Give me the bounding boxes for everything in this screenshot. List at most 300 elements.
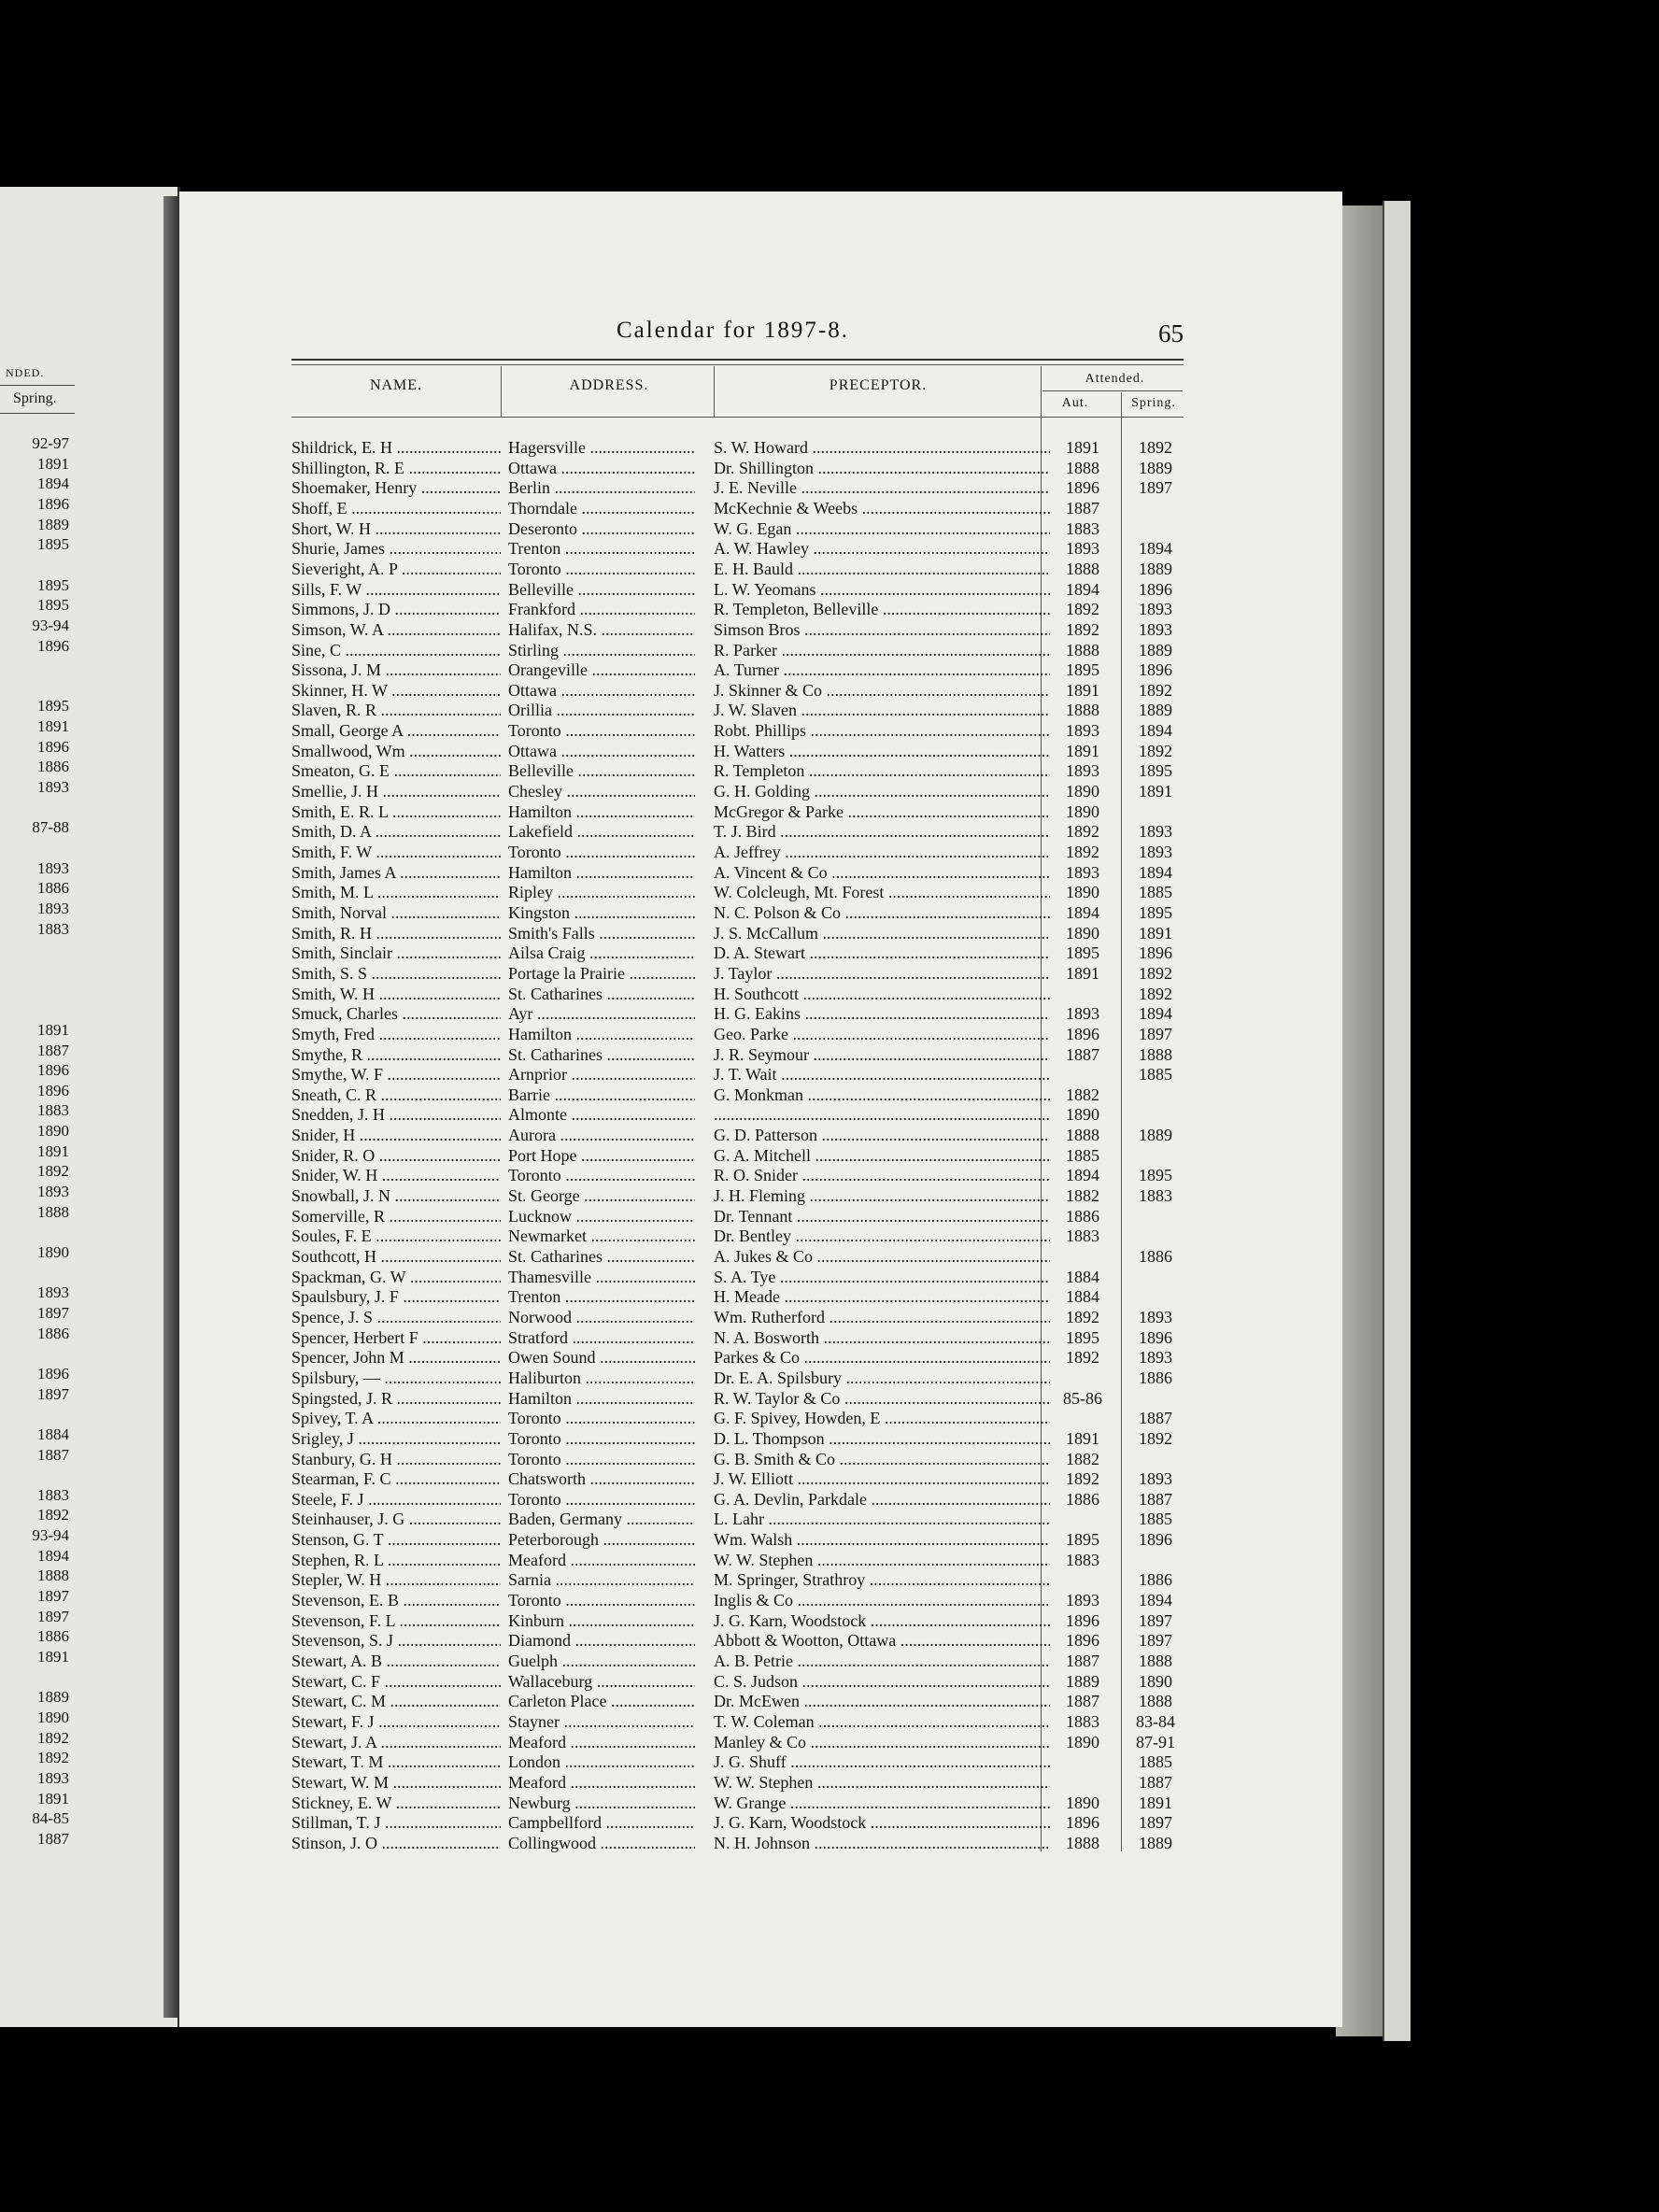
cell-address: Aurora .....	[508, 1126, 695, 1146]
cell-name: Shillington, R. E .....	[291, 459, 501, 479]
table-row	[291, 1692, 1202, 1712]
cell-address: Berlin .....	[508, 478, 695, 499]
table-row	[291, 1794, 1202, 1814]
cell-aut: 1890	[1066, 1793, 1099, 1812]
cell-address: Almonte .....	[508, 1105, 695, 1126]
cell-name: Stewart, C. F .....	[291, 1672, 501, 1693]
cell-name: Spackman, G. W .....	[291, 1268, 501, 1288]
cell-name: Smith, Sinclair .....	[291, 943, 501, 964]
cell-spring: 1895	[1139, 761, 1172, 781]
table-row	[291, 1429, 1202, 1450]
cell-address: Wallaceburg .....	[508, 1672, 695, 1693]
cell-spring: 1885	[1139, 1065, 1172, 1085]
table-row	[291, 782, 1202, 802]
cell-aut: 1895	[1066, 1327, 1099, 1347]
column-header-address: ADDRESS.	[569, 377, 649, 393]
cell-address: Arnprior .....	[508, 1065, 695, 1085]
table-row	[291, 1348, 1202, 1368]
cell-spring: 1887	[1139, 1772, 1172, 1792]
cell-preceptor: G. Monkman .....	[714, 1085, 1050, 1106]
cell-spring: 1892	[1139, 741, 1172, 760]
left-page-value: 1896	[37, 1081, 69, 1099]
table-row	[291, 620, 1202, 641]
cell-spring: 1889	[1139, 559, 1172, 578]
cell-address: St. George .....	[508, 1186, 695, 1207]
cell-name: Soules, F. E .....	[291, 1227, 501, 1247]
cell-preceptor: A. Turner .....	[714, 660, 1050, 681]
table-row	[291, 580, 1202, 601]
cell-preceptor: Parkes & Co .....	[714, 1348, 1050, 1368]
cell-aut: 1895	[1066, 660, 1099, 680]
cell-aut: 1896	[1066, 1610, 1099, 1630]
cell-spring: 87-91	[1136, 1732, 1175, 1751]
cell-address: Toronto .....	[508, 1591, 695, 1611]
cell-spring: 1897	[1139, 1610, 1172, 1630]
cell-address: Belleville .....	[508, 761, 695, 782]
cell-name: Spivey, T. A .....	[291, 1409, 501, 1429]
table-row	[291, 1652, 1202, 1672]
left-page-value: 1897	[37, 1607, 69, 1625]
page-number: 65	[1158, 319, 1184, 347]
table-row	[291, 1105, 1202, 1126]
cell-spring: 1888	[1139, 1652, 1172, 1670]
table-row	[291, 499, 1202, 519]
table-row	[291, 1712, 1202, 1733]
cell-name: Skinner, H. W .....	[291, 681, 501, 702]
cell-aut: 1893	[1066, 1004, 1099, 1024]
cell-address: Guelph .....	[508, 1652, 695, 1672]
cell-preceptor: L. Lahr .....	[714, 1510, 1050, 1530]
cell-aut: 1894	[1066, 1166, 1099, 1185]
cell-aut: 1890	[1066, 801, 1099, 821]
cell-spring: 1894	[1139, 862, 1172, 882]
cell-preceptor: L. W. Yeomans .....	[714, 580, 1050, 601]
cell-preceptor: J. G. Shuff .....	[714, 1752, 1050, 1773]
cell-address: Diamond .....	[508, 1631, 695, 1652]
cell-name: Spencer, John M .....	[291, 1348, 501, 1368]
page-edge-strip	[1382, 201, 1411, 2041]
cell-address: Ayr .....	[508, 1004, 695, 1025]
cell-spring: 1895	[1139, 902, 1172, 922]
cell-name: Sine, C .....	[291, 641, 501, 661]
table-row	[291, 1672, 1202, 1693]
cell-preceptor: H. Watters .....	[714, 742, 1050, 762]
cell-address: Ottawa .....	[508, 742, 695, 762]
left-page-value: 1897	[37, 1384, 69, 1403]
left-page-value: 1892	[37, 1162, 69, 1181]
cell-preceptor: G. B. Smith & Co .....	[714, 1450, 1050, 1470]
cell-preceptor: W. W. Stephen .....	[714, 1551, 1050, 1571]
left-page-value: 1883	[37, 1101, 69, 1120]
table-row	[291, 1834, 1202, 1854]
cell-preceptor: N. A. Bosworth .....	[714, 1328, 1050, 1349]
cell-address: Owen Sound .....	[508, 1348, 695, 1368]
cell-preceptor: J. W. Elliott .....	[714, 1469, 1050, 1490]
table-row	[291, 1631, 1202, 1652]
left-page-value: 93-94	[32, 616, 69, 634]
cell-preceptor: W. Colcleugh, Mt. Forest .....	[714, 883, 1050, 903]
cell-address: Smith's Falls .....	[508, 924, 695, 944]
cell-aut: 1893	[1066, 1591, 1099, 1610]
left-page-value: 1889	[37, 1688, 69, 1707]
cell-aut: 1882	[1066, 1449, 1099, 1468]
cell-aut: 1888	[1066, 559, 1099, 578]
table-row	[291, 1733, 1202, 1753]
left-page-value: 1897	[37, 1303, 69, 1322]
cell-spring: 1897	[1139, 1024, 1172, 1043]
left-page-value: 1894	[37, 475, 69, 493]
cell-preceptor: Dr. E. A. Spilsbury .....	[714, 1368, 1050, 1389]
cell-name: Smith, F. W .....	[291, 843, 501, 863]
cell-address: Meaford .....	[508, 1733, 695, 1753]
left-page-value: 1888	[37, 1567, 69, 1585]
cell-preceptor: J. R. Seymour .....	[714, 1045, 1050, 1066]
cell-aut: 1884	[1066, 1267, 1099, 1286]
left-rule	[0, 413, 75, 414]
cell-name: Snowball, J. N .....	[291, 1186, 501, 1207]
cell-address: St. Catharines .....	[508, 1045, 695, 1066]
table-row	[291, 1287, 1202, 1308]
cell-preceptor: J. T. Wait .....	[714, 1065, 1050, 1085]
table-row	[291, 822, 1202, 843]
cell-spring: 1897	[1139, 478, 1172, 498]
left-page-value: 1893	[37, 1183, 69, 1201]
cell-preceptor: H. Southcott .....	[714, 985, 1050, 1005]
cell-aut: 1889	[1066, 1671, 1099, 1691]
cell-address: Hamilton .....	[508, 1389, 695, 1410]
left-page-value: 1891	[37, 1648, 69, 1666]
table-row	[291, 681, 1202, 702]
cell-aut: 1892	[1066, 843, 1099, 861]
cell-aut: 1891	[1066, 680, 1099, 700]
cell-preceptor: Dr. McEwen .....	[714, 1692, 1050, 1712]
cell-spring: 1893	[1139, 619, 1172, 639]
cell-address: Hamilton .....	[508, 863, 695, 884]
table-row	[291, 1551, 1202, 1571]
cell-spring: 1893	[1139, 1348, 1172, 1368]
cell-address: Halifax, N.S. .....	[508, 620, 695, 641]
cell-aut: 1893	[1066, 721, 1099, 741]
left-page-value: 1893	[37, 899, 69, 917]
cell-preceptor: Geo. Parke .....	[714, 1025, 1050, 1045]
cell-spring: 1894	[1139, 1004, 1172, 1024]
left-page-value: 1895	[37, 575, 69, 594]
cell-aut: 1890	[1066, 782, 1099, 801]
left-page-value: 1893	[37, 778, 69, 797]
cell-spring: 1889	[1139, 701, 1172, 720]
cell-address: Hamilton .....	[508, 1025, 695, 1045]
left-page-value: 1896	[37, 737, 69, 756]
left-page-value: 1891	[37, 454, 69, 473]
column-header-autumn: Aut.	[1061, 396, 1089, 410]
cell-aut: 1888	[1066, 701, 1099, 720]
left-page-value: 1892	[37, 1749, 69, 1767]
cell-preceptor: E. H. Bauld .....	[714, 560, 1050, 580]
cell-name: Slaven, R. R .....	[291, 701, 501, 721]
left-page-value: 1890	[37, 1122, 69, 1141]
table-row	[291, 1409, 1202, 1429]
cell-preceptor: M. Springer, Strathroy .....	[714, 1570, 1050, 1591]
cell-address: Toronto .....	[508, 1450, 695, 1470]
cell-aut: 1894	[1066, 579, 1099, 599]
left-page-value: 93-94	[32, 1526, 69, 1545]
table-row	[291, 701, 1202, 721]
cell-spring: 1894	[1139, 539, 1172, 559]
cell-address: Orillia .....	[508, 701, 695, 721]
cell-address: Stratford .....	[508, 1328, 695, 1349]
table-row	[291, 1085, 1202, 1106]
header-bottom-rule	[291, 417, 1184, 418]
cell-preceptor: Wm. Rutherford .....	[714, 1308, 1050, 1328]
left-page-value: 1883	[37, 919, 69, 938]
cell-preceptor: J. S. McCallum .....	[714, 924, 1050, 944]
table-row	[291, 1126, 1202, 1146]
cell-name: Smith, D. A .....	[291, 822, 501, 843]
cell-name: Small, George A .....	[291, 721, 501, 742]
cell-address: Stayner .....	[508, 1712, 695, 1733]
cell-address: Kingston .....	[508, 903, 695, 924]
table-row	[291, 1773, 1202, 1794]
column-header-name: NAME.	[369, 377, 423, 393]
left-page-value: 1894	[37, 1546, 69, 1565]
left-page-value: 1893	[37, 1768, 69, 1787]
cell-spring: 1896	[1139, 1530, 1172, 1550]
cell-aut: 1892	[1066, 619, 1099, 639]
table-row	[291, 1611, 1202, 1632]
cell-name: Simmons, J. D .....	[291, 600, 501, 620]
cell-address: St. Catharines .....	[508, 985, 695, 1005]
cell-spring: 1891	[1139, 1793, 1172, 1812]
cell-name: Srigley, J .....	[291, 1429, 501, 1450]
cell-address: Frankford .....	[508, 600, 695, 620]
cell-spring: 1894	[1139, 1591, 1172, 1610]
cell-aut: 1886	[1066, 1206, 1099, 1226]
cell-preceptor: T. J. Bird .....	[714, 822, 1050, 843]
cell-name: Smellie, J. H .....	[291, 782, 501, 802]
cell-address: Hamilton .....	[508, 802, 695, 823]
table-row	[291, 1530, 1202, 1551]
cell-aut: 1892	[1066, 1348, 1099, 1368]
cell-preceptor: D. L. Thompson .....	[714, 1429, 1050, 1450]
cell-aut: 1883	[1066, 1711, 1099, 1731]
cell-spring: 1887	[1139, 1489, 1172, 1509]
cell-preceptor: N. C. Polson & Co .....	[714, 903, 1050, 924]
cell-spring: 1890	[1139, 1671, 1172, 1691]
cell-spring: 1897	[1139, 1631, 1172, 1651]
left-page-value: 1895	[37, 535, 69, 554]
cell-name: Smythe, R .....	[291, 1045, 501, 1066]
cell-name: Short, W. H .....	[291, 519, 501, 540]
cell-address: Toronto .....	[508, 1166, 695, 1186]
cell-spring: 1888	[1139, 1044, 1172, 1064]
cell-aut: 1891	[1066, 438, 1099, 457]
cell-address: Newburg .....	[508, 1794, 695, 1814]
cell-name: Stenson, G. T .....	[291, 1530, 501, 1551]
cell-address: Belleville .....	[508, 580, 695, 601]
cell-name: Snider, R. O .....	[291, 1146, 501, 1167]
cell-name: Stewart, C. M .....	[291, 1692, 501, 1712]
cell-spring: 1888	[1139, 1692, 1172, 1711]
cell-spring: 1886	[1139, 1368, 1172, 1387]
table-row	[291, 1065, 1202, 1085]
cell-preceptor: W. Grange .....	[714, 1794, 1050, 1814]
cell-aut: 1893	[1066, 539, 1099, 559]
cell-spring: 1892	[1139, 984, 1172, 1003]
cell-address: Trenton .....	[508, 539, 695, 560]
cell-aut: 1894	[1066, 902, 1099, 922]
cell-aut: 1882	[1066, 1085, 1099, 1104]
cell-preceptor: R. Parker .....	[714, 641, 1050, 661]
cell-aut: 1890	[1066, 923, 1099, 943]
cell-address: Toronto .....	[508, 843, 695, 863]
cell-name: Stanbury, G. H .....	[291, 1450, 501, 1470]
cell-preceptor: J. W. Slaven .....	[714, 701, 1050, 721]
table-row	[291, 560, 1202, 580]
cell-preceptor: A. Jeffrey .....	[714, 843, 1050, 863]
cell-name: Stevenson, F. L .....	[291, 1611, 501, 1632]
cell-address: Newmarket .....	[508, 1227, 695, 1247]
cell-aut: 85-86	[1063, 1388, 1102, 1408]
cell-name: Shildrick, E. H .....	[291, 438, 501, 459]
table-row	[291, 924, 1202, 944]
cell-preceptor: Abbott & Wootton, Ottawa .....	[714, 1631, 1050, 1652]
cell-address: St. Catharines .....	[508, 1247, 695, 1268]
cell-name: Simson, W. A .....	[291, 620, 501, 641]
cell-preceptor: G. A. Devlin, Parkdale .....	[714, 1490, 1050, 1510]
cell-preceptor: J. G. Karn, Woodstock .....	[714, 1611, 1050, 1632]
cell-address: Ripley .....	[508, 883, 695, 903]
table-row	[291, 1389, 1202, 1410]
cell-name: Smith, Norval .....	[291, 903, 501, 924]
cell-name: Stewart, J. A .....	[291, 1733, 501, 1753]
cell-aut: 1891	[1066, 963, 1099, 983]
cell-address: Hagersville .....	[508, 438, 695, 459]
cell-spring: 1889	[1139, 640, 1172, 659]
cell-preceptor: McGregor & Parke .....	[714, 802, 1050, 823]
left-page-value: 1888	[37, 1202, 69, 1221]
cell-preceptor: W. G. Egan .....	[714, 519, 1050, 540]
cell-name: Steele, F. J .....	[291, 1490, 501, 1510]
cell-name: Stewart, A. B .....	[291, 1652, 501, 1672]
cell-address: Ottawa .....	[508, 459, 695, 479]
cell-address: Collingwood .....	[508, 1834, 695, 1854]
cell-aut: 1891	[1066, 1428, 1099, 1448]
cell-address: Thorndale .....	[508, 499, 695, 519]
cell-spring: 1889	[1139, 1126, 1172, 1145]
cell-name: Snedden, J. H .....	[291, 1105, 501, 1126]
left-page-value: 1891	[37, 717, 69, 736]
left-page-value: 92-97	[32, 434, 69, 452]
cell-name: Smith, M. L .....	[291, 883, 501, 903]
left-page-value: 1897	[37, 1587, 69, 1606]
cell-aut: 1891	[1066, 741, 1099, 760]
cell-address: London .....	[508, 1752, 695, 1773]
cell-preceptor: A. W. Hawley .....	[714, 539, 1050, 560]
cell-spring: 1893	[1139, 822, 1172, 842]
cell-aut: 1882	[1066, 1186, 1099, 1206]
cell-preceptor: R. O. Snider .....	[714, 1166, 1050, 1186]
cell-name: Smuck, Charles .....	[291, 1004, 501, 1025]
cell-spring: 1892	[1139, 438, 1172, 457]
cell-preceptor: W. W. Stephen .....	[714, 1773, 1050, 1794]
cell-aut: 1887	[1066, 498, 1099, 518]
cell-address: Orangeville .....	[508, 660, 695, 681]
cell-preceptor: T. W. Coleman .....	[714, 1712, 1050, 1733]
table-row	[291, 660, 1202, 681]
cell-name: Sissona, J. M .....	[291, 660, 501, 681]
table-row	[291, 1004, 1202, 1025]
cell-aut: 1883	[1066, 1227, 1099, 1246]
cell-name: Sills, F. W .....	[291, 580, 501, 601]
left-page-value: 1891	[37, 1141, 69, 1160]
table-row	[291, 721, 1202, 742]
table-row	[291, 600, 1202, 620]
cell-aut: 1887	[1066, 1692, 1099, 1711]
cell-preceptor: S. W. Howard .....	[714, 438, 1050, 459]
cell-aut: 1888	[1066, 640, 1099, 659]
left-page-value: 1886	[37, 1627, 69, 1646]
left-page-subheader: Spring.	[13, 390, 57, 406]
header-rule	[291, 364, 1184, 365]
cell-name: Shoemaker, Henry .....	[291, 478, 501, 499]
left-page-value: 1896	[37, 494, 69, 513]
table-row	[291, 1025, 1202, 1045]
cell-name: Stearman, F. C .....	[291, 1469, 501, 1490]
table-row	[291, 1510, 1202, 1530]
table-row	[291, 1469, 1202, 1490]
cell-name: Sieveright, A. P .....	[291, 560, 501, 580]
table-row	[291, 1268, 1202, 1288]
cell-address: Meaford .....	[508, 1551, 695, 1571]
cell-preceptor: C. S. Judson .....	[714, 1672, 1050, 1693]
table-row	[291, 1368, 1202, 1389]
cell-preceptor: Dr. Bentley .....	[714, 1227, 1050, 1247]
cell-name: Stewart, W. M .....	[291, 1773, 501, 1794]
cell-aut: 1896	[1066, 478, 1099, 498]
table-row	[291, 1813, 1202, 1834]
table-row	[291, 903, 1202, 924]
cell-spring: 1893	[1139, 1307, 1172, 1326]
cell-aut: 1896	[1066, 1631, 1099, 1651]
cell-aut: 1883	[1066, 1550, 1099, 1569]
cell-address: Chatsworth .....	[508, 1469, 695, 1490]
cell-preceptor: D. A. Stewart .....	[714, 943, 1050, 964]
table-row	[291, 802, 1202, 823]
table-row	[291, 1186, 1202, 1207]
cell-aut: 1893	[1066, 862, 1099, 882]
left-page-value: 84-85	[32, 1809, 69, 1828]
cell-preceptor: Dr. Tennant .....	[714, 1207, 1050, 1227]
table-row	[291, 943, 1202, 964]
cell-aut: 1886	[1066, 1489, 1099, 1509]
cell-spring: 1896	[1139, 660, 1172, 680]
cell-address: Carleton Place .....	[508, 1692, 695, 1712]
cell-address: Barrie .....	[508, 1085, 695, 1106]
table-row	[291, 964, 1202, 985]
cell-preceptor: A. Jukes & Co .....	[714, 1247, 1050, 1268]
cell-aut: 1888	[1066, 1833, 1099, 1852]
cell-preceptor: A. B. Petrie .....	[714, 1652, 1050, 1672]
cell-aut: 1893	[1066, 761, 1099, 781]
cell-preceptor: R. Templeton .....	[714, 761, 1050, 782]
cell-name: Steinhauser, J. G .....	[291, 1510, 501, 1530]
cell-spring: 1893	[1139, 1469, 1172, 1489]
left-page-value: 87-88	[32, 818, 69, 837]
cell-address: Ailsa Craig .....	[508, 943, 695, 964]
table-row	[291, 1752, 1202, 1773]
cell-spring: 1892	[1139, 1428, 1172, 1448]
cell-spring: 1892	[1139, 963, 1172, 983]
